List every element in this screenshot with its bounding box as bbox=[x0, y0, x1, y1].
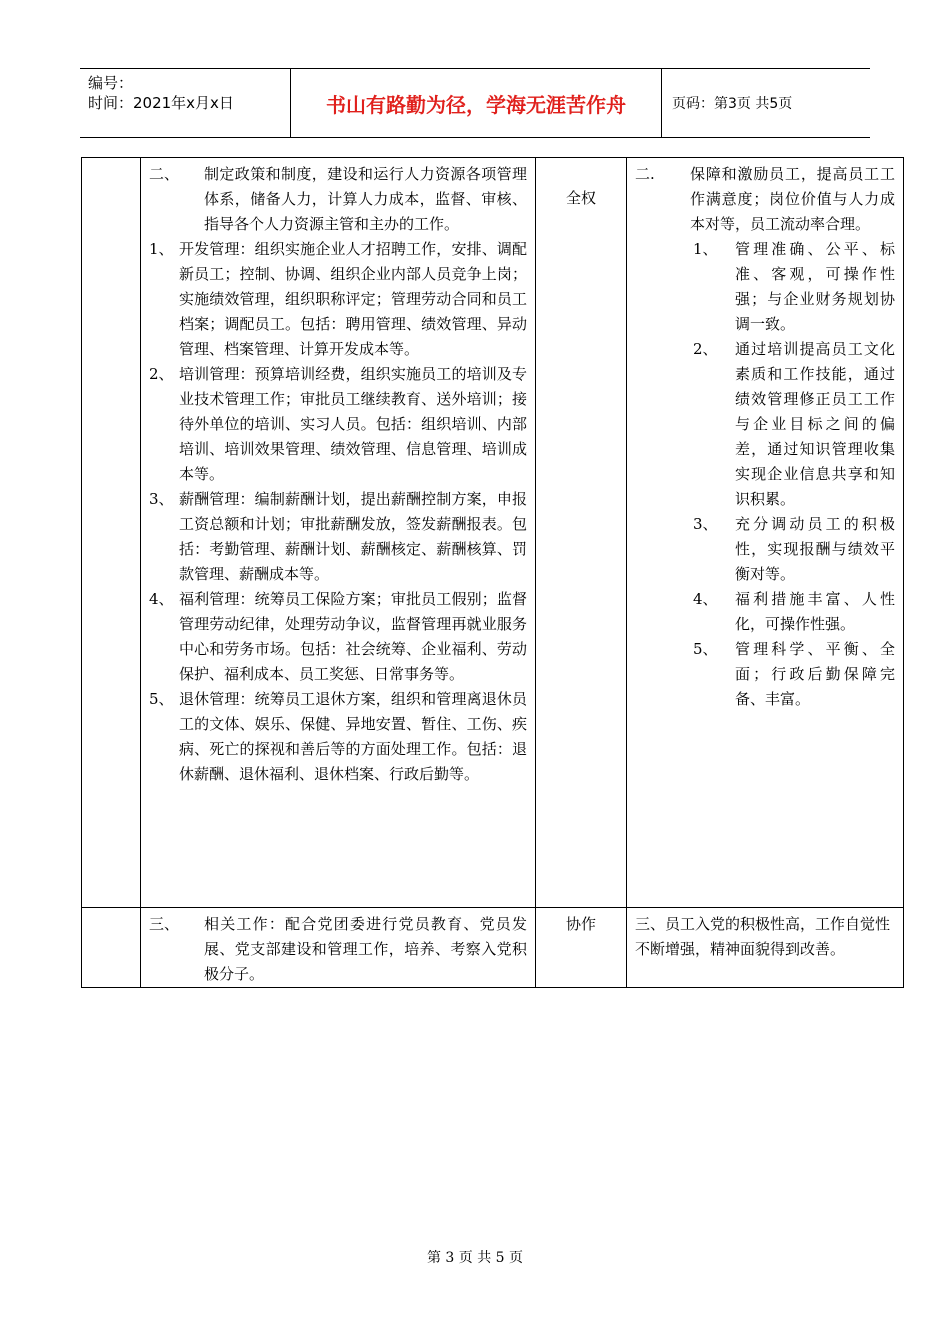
list-text: 管理科学、平衡、全面；行政后勤保障完备、丰富。 bbox=[735, 640, 895, 708]
list-item bbox=[635, 237, 895, 337]
table-row bbox=[82, 158, 904, 908]
page-header bbox=[80, 68, 870, 138]
serial-number-label: 编号： bbox=[88, 74, 134, 92]
list-number: 5、 bbox=[693, 640, 718, 658]
empty-cell bbox=[82, 908, 141, 988]
page-indicator-text: 页码：第3页 共5页 bbox=[672, 96, 793, 112]
empty-cell bbox=[82, 158, 141, 908]
duties-cell bbox=[141, 908, 536, 988]
standard-text: 三、员工入党的积极性高，工作自觉性不断增强，精神面貌得到改善。 bbox=[635, 915, 891, 958]
list-item bbox=[149, 587, 527, 687]
list-item bbox=[149, 362, 527, 487]
list-number: 5、 bbox=[149, 690, 174, 708]
list-text: 制定政策和制度，建设和运行人力资源各项管理体系，储备人力，计算人力成本，监督、审核、指导各个人力资源主管和主办的工作。 bbox=[204, 165, 527, 233]
standards-cell bbox=[627, 908, 904, 988]
list-text: 充分调动员工的积极性，实现报酬与绩效平衡对等。 bbox=[735, 515, 895, 583]
list-item bbox=[149, 487, 527, 587]
list-text: 培训管理：预算培训经费，组织实施员工的培训及专业技术管理工作；审批员工继续教育、送外培训；接待外单位的培训、实习人员。包括：组织培训、内部培训、培训效果管理、绩效管理、信息管理、培训成本等。 bbox=[179, 365, 527, 483]
list-number: 4、 bbox=[149, 590, 174, 608]
list-number: 3、 bbox=[693, 515, 718, 533]
list-item bbox=[149, 687, 527, 787]
responsibility-table bbox=[81, 157, 904, 988]
header-meta bbox=[80, 69, 290, 137]
list-text: 薪酬管理：编制薪酬计划，提出薪酬控制方案，申报工资总额和计划；审批薪酬发放，签发薪酬报表。包括：考勤管理、薪酬计划、薪酬核定、薪酬核算、罚款管理、薪酬成本等。 bbox=[179, 490, 527, 583]
list-text: 管理准确、公平、标准、客观，可操作性强；与企业财务规划协调一致。 bbox=[735, 240, 895, 333]
standards-list bbox=[635, 237, 895, 712]
duties-heading bbox=[149, 162, 527, 237]
list-number: 2、 bbox=[693, 340, 718, 358]
list-number: 2、 bbox=[149, 365, 174, 383]
list-item bbox=[635, 337, 895, 512]
list-item bbox=[635, 587, 895, 637]
authority-cell: 全权 bbox=[536, 158, 627, 908]
table-row bbox=[82, 908, 904, 988]
duties-list bbox=[149, 237, 527, 787]
list-text: 福利管理：统筹员工保险方案；审批员工假别；监督管理劳动纪律，处理劳动争议，监督管理再就业服务中心和劳务市场。包括：社会统筹、企业福利、劳动保护、福利成本、员工奖惩、日常事务等。 bbox=[179, 590, 527, 683]
motto: 书山有路勤为径，学海无涯苦作舟 bbox=[290, 69, 662, 137]
list-item bbox=[149, 237, 527, 362]
list-text: 福利措施丰富、人性化，可操作性强。 bbox=[735, 590, 895, 633]
list-item bbox=[635, 637, 895, 712]
list-text: 通过培训提高员工文化素质和工作技能，通过绩效管理修正员工工作与企业目标之间的偏差，通过知识管理收集实现企业信息共享和知识积累。 bbox=[735, 340, 895, 508]
list-number: 1、 bbox=[693, 240, 718, 258]
list-number: 4、 bbox=[693, 590, 718, 608]
list-number: 二、 bbox=[149, 165, 180, 183]
list-text: 相关工作：配合党团委进行党员教育、党员发展、党支部建设和管理工作，培养、考察入党积极分子。 bbox=[204, 915, 527, 983]
list-number: 1、 bbox=[149, 240, 174, 258]
standards-heading bbox=[635, 162, 895, 237]
related-work-heading bbox=[149, 912, 527, 987]
page-footer: 第 3 页 共 5 页 bbox=[426, 1250, 524, 1266]
list-number: 二. bbox=[635, 165, 655, 183]
list-text: 开发管理：组织实施企业人才招聘工作，安排、调配新员工；控制、协调、组织企业内部人员竞争上岗；实施绩效管理，组织职称评定；管理劳动合同和员工档案；调配员工。包括：聘用管理、绩效管理、异动管理、档案管理、计算开发成本等。 bbox=[179, 240, 527, 358]
duties-cell bbox=[141, 158, 536, 908]
list-number: 三、 bbox=[149, 915, 180, 933]
list-item bbox=[635, 512, 895, 587]
date-label: 时间：2021年x月x日 bbox=[88, 94, 234, 112]
authority-cell: 协作 bbox=[536, 908, 627, 988]
list-number: 3、 bbox=[149, 490, 174, 508]
list-text: 保障和激励员工，提高员工工作满意度；岗位价值与人力成本对等，员工流动率合理。 bbox=[690, 165, 895, 233]
page-indicator bbox=[662, 69, 870, 137]
list-text: 退休管理：统筹员工退休方案，组织和管理离退休员工的文体、娱乐、保健、异地安置、暂住、工伤、疾病、死亡的探视和善后等的方面处理工作。包括：退休薪酬、退休福利、退休档案、行政后勤等。 bbox=[179, 690, 527, 783]
standards-cell bbox=[627, 158, 904, 908]
